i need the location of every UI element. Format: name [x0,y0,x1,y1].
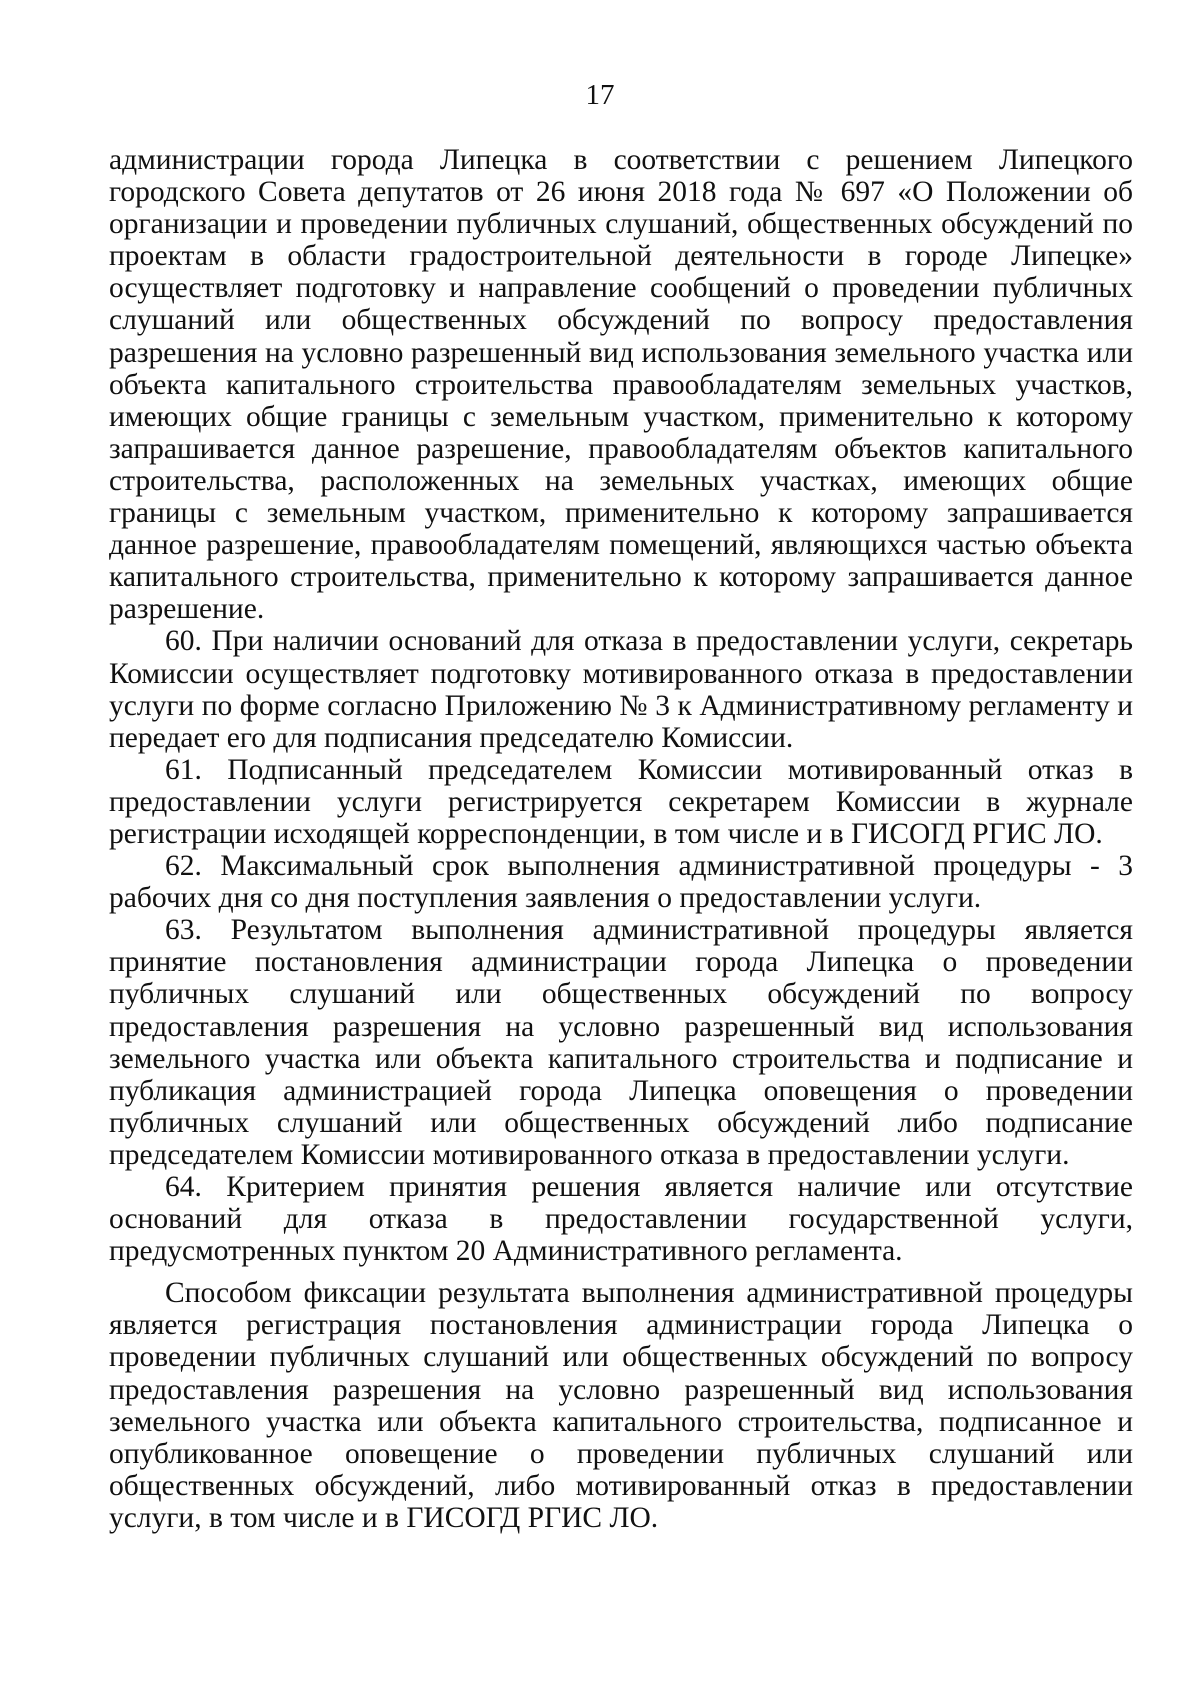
paragraph-fixation-method: Способом фиксации результата выполнения административной процедуры является регистрация постановления администрации города Липецка о проведении публичных слушаний или общественных обсуждений по вопросу предоставления разрешения на условно разрешенный вид использования земельного участка или объекта капитального строительства, подписанное и опубликованное оповещение о проведении публичных слушаний или общественных обсуждений, либо мотивированный отказ в предоставлении услуги, в том числе и в ГИСОГД РГИС ЛО. [109,1277,1133,1534]
paragraph-62: 62. Максимальный срок выполнения административной процедуры - 3 рабочих дня со дня поступления заявления о предоставлении услуги. [109,850,1133,915]
paragraph-61: 61. Подписанный председателем Комиссии мотивированный отказ в предоставлении услуги регистрируется секретарем Комиссии в журнале регистрации исходящей корреспонденции, в том числе и в ГИСОГД РГИС ЛО. [109,753,1133,850]
page-number: 17 [585,79,615,111]
paragraph-63: 63. Результатом выполнения административной процедуры является принятие постановления администрации города Липецка о проведении публичных слушаний или общественных обсуждений по вопросу предоставления разрешения на условно разрешенный вид использования земельного участка или объекта капитального строительства и подписание и публикация администрацией города Липецка оповещения о проведении публичных слушаний или общественных обсуждений либо подписание председателем Комиссии мотивированного отказа в предоставлении услуги. [109,914,1133,1171]
document-body [109,144,1133,1534]
paragraph-64: 64. Критерием принятия решения является наличие или отсутствие оснований для отказа в предоставлении государственной услуги, предусмотренных пунктом 20 Административного регламента. [109,1171,1133,1268]
paragraph-60: 60. При наличии оснований для отказа в предоставлении услуги, секретарь Комиссии осуществляет подготовку мотивированного отказа в предоставлении услуги по форме согласно Приложению № 3 к Административному регламенту и передает его для подписания председателю Комиссии. [109,625,1133,754]
paragraph-continuation: администрации города Липецка в соответствии с решением Липецкого городского Совета депутатов от 26 июня 2018 года № 697 «О Положении об организации и проведении публичных слушаний, общественных обсуждений по проектам в области градостроительной деятельности в городе Липецке» осуществляет подготовку и направление сообщений о проведении публичных слушаний или общественных обсуждений по вопросу предоставления разрешения на условно разрешенный вид использования земельного участка или объекта капитального строительства правообладателям земельных участков, имеющих общие границы с земельным участком, применительно к которому запрашивается данное разрешение, правообладателям объектов капитального строительства, расположенных на земельных участках, имеющих общие границы с земельным участком, применительно к которому запрашивается данное разрешение, правообладателям помещений, являющихся частью объекта капитального строительства, применительно к которому запрашивается данное разрешение. [109,144,1133,626]
